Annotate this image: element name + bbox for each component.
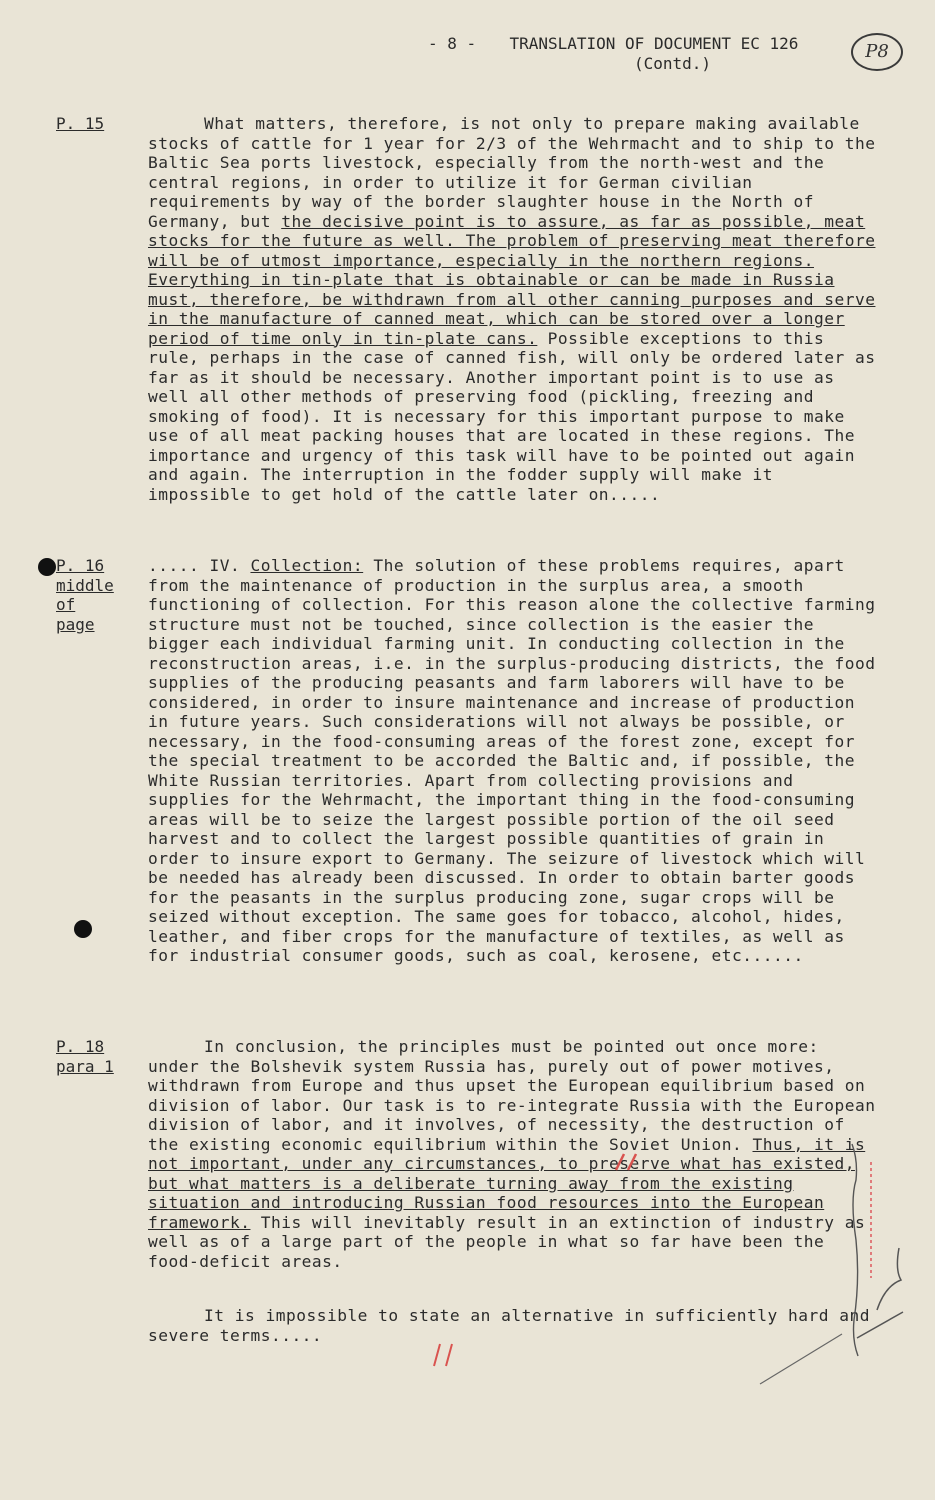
margin-ref-p15: P. 15 <box>56 114 105 133</box>
red-pencil-mark <box>428 1338 468 1370</box>
paragraph-collection <box>148 556 878 966</box>
p2-lead: ..... IV. <box>148 556 251 575</box>
p1-text-end: Possible exceptions to this rule, perhaps in the case of canned fish, will only be ordered later as far as it should be necessary. Another important point is to use as well all other methods of preserving food (pickling, freezing and smoking of food). It is necessary for this important purpose to make use of all meat packing houses that are located in these regions. The importance and urgency of this task will have to be pointed out again and again. The interruption in the fodder supply will make it impossible to get hold of the cattle later on..... <box>148 328 876 504</box>
punch-hole <box>74 920 92 938</box>
paragraph-meat-stocks <box>148 114 878 504</box>
document-header <box>428 34 799 73</box>
paragraph-conclusion <box>148 1037 878 1271</box>
document-title: TRANSLATION OF DOCUMENT EC 126 <box>509 34 799 53</box>
page-number: - 8 - <box>428 34 477 53</box>
p3-text-end: This will inevitably result in an extinction of industry as well as of a large part of the people in what so far have been the food-deficit areas. <box>148 1212 866 1271</box>
margin-ref-p18: P. 18 para 1 <box>56 1037 114 1076</box>
margin-ref-p16: P. 16 middle of page <box>56 556 114 634</box>
p2-heading: Collection: <box>250 556 364 575</box>
continued-label: (Contd.) <box>634 54 712 73</box>
p1-underlined-text: the decisive point is to assure, as far as possible, meat stocks for the future as well. The problem of preserving meat therefore will be of utmost importance, especially in the northern regions. Everything in tin-plate that is obtainable or can be made in Russia must, therefore, be withdrawn from all other canning purposes and serve in the manufacture of canned meat, which can be stored over a longer period of time only in tin-plate cans. <box>148 211 876 348</box>
p4-text: It is impossible to state an alternative in sufficiently hard and severe terms..... <box>148 1306 870 1345</box>
p3-underlined-text: Thus, it is not important, under any circumstances, to preserve what has existed, but what matters is a deliberate turning away from the existing situation and introducing Russian food resources into the European framework. <box>148 1134 866 1232</box>
pencil-annotation <box>855 1240 915 1350</box>
p2-text: The solution of these problems requires, apart from the maintenance of production in the surplus area, a smooth functioning of collection. For this reason alone the collective farming structure must not be touched, since collection is the easier the bigger each individual farming unit. In conducting collection in the reconstruction areas, i.e. in the surplus-producing districts, the food supplies of the producing peasants and farm laborers will have to be considered, in order to insure maintenance and increase of production in future years. Such considerations will not always be possible, or necessary, in the food-consuming areas of the forest zone, except for the special treatment to be accorded the Baltic and, if possible, the White Russian territories. Apart from collecting provisions and supplies for the Wehrmacht, the important thing in the food-consuming areas will be to seize the largest possible portion of the oil seed harvest and to collect the largest possible quantities of grain in order to insure export to Germany. The seizure of livestock which will be needed has already been discussed. In order to obtain barter goods for the peasants in the surplus producing zone, sugar crops will be seized without exception. The same goes for tobacco, alcohol, hides, leather, and fiber crops for the manufacture of textiles, as well as for industrial consumer goods, such as coal, kerosene, etc...... <box>148 556 876 965</box>
p1-text: What matters, therefore, is not only to prepare making available stocks of cattle for 1 year for 2/3 of the Wehrmacht and to ship to the Baltic Sea ports livestock, especially from the north-west and the central regions, in order to utilize it for German civilian requirements by way of the border slaughter house in the North of Germany, but <box>148 114 876 231</box>
p3-text: In conclusion, the principles must be pointed out once more: under the Bolshevik system Russia has, purely out of power motives, withdrawn from Europe and thus upset the European equilibrium based on division of labor. Our task is to re-integrate Russia with the European division of labor, and it involves, of necessity, the destruction of the existing economic equilibrium within the Soviet Union. <box>148 1037 876 1154</box>
red-pencil-mark <box>610 1150 650 1174</box>
punch-hole <box>38 558 56 576</box>
pencil-stroke <box>756 1330 846 1390</box>
page-stamp: P8 <box>851 33 903 71</box>
pencil-bracket <box>848 1140 862 1360</box>
